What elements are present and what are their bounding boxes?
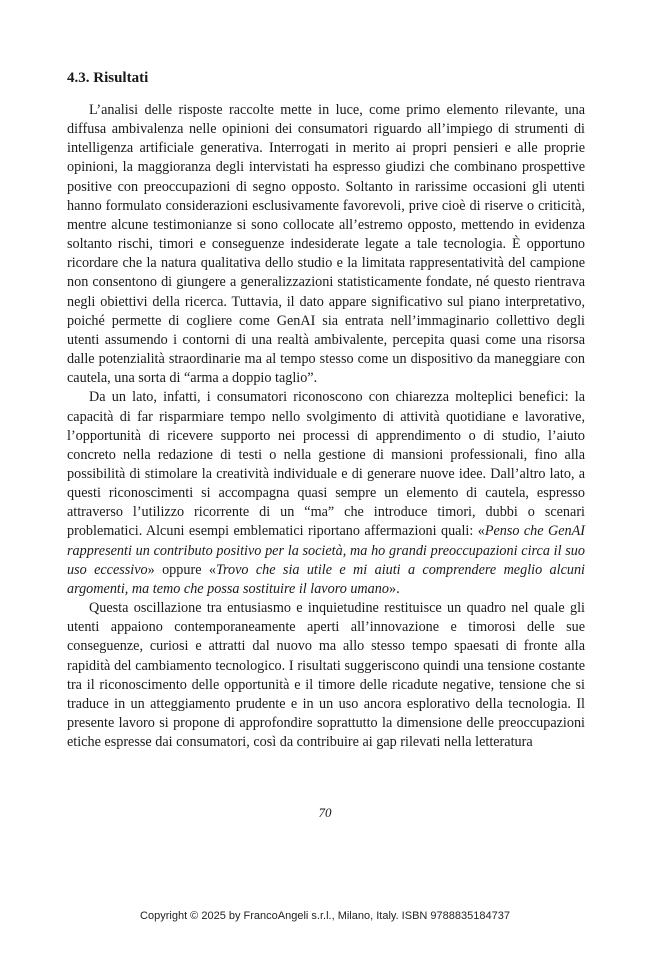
- quote-2: Trovo che sia utile e mi aiuti a comprendere meglio alcuni argomenti, ma temo che possa sostituire il lavoro umano: [67, 561, 585, 597]
- paragraph-2-between: » oppure «: [147, 561, 216, 578]
- copyright-notice: Copyright © 2025 by FrancoAngeli s.r.l., Milano, Italy. ISBN 9788835184737: [140, 910, 510, 922]
- section-heading: 4.3. Risultati: [67, 70, 149, 86]
- paragraph-2: [67, 388, 585, 599]
- quote-1: Penso che GenAI rappresenti un contributo positivo per la società, ma ho grandi preoccupazioni circa il suo uso eccessivo: [67, 523, 585, 578]
- body-text: [67, 101, 585, 752]
- paragraph-1: L’analisi delle risposte raccolte mette in luce, come primo elemento rilevante, una diffusa ambivalenza nelle opinioni dei consumatori riguardo all’impiego di strumenti di intelligenza artificiale generativa. Interrogati in merito ai propri pensieri e alle proprie opinioni, la maggioranza degli intervistati ha espresso giudizi che combinano prospettive positive con preoccupazioni di segno opposto. Soltanto in rarissime occasioni gli utenti hanno formulato considerazioni esclusivamente favorevoli, prive cioè di riserve o criticità, mentre alcune testimonianze si sono collocate all’estremo opposto, mettendo in evidenza soltanto rischi, timori e conseguenze indesiderate legate a tale tecnologia. È opportuno ricordare che la natura qualitativa dello studio e la limitata rappresentatività del campione non consentono di giungere a generalizzazioni statisticamente fondate, né questo rientrava negli obiettivi della ricerca. Tuttavia, il dato appare significativo sul piano interpretativo, poiché permette di cogliere come GenAI sia entrata nell’immaginario collettivo degli utenti assumendo i contorni di una realtà ambivalente, percepita quasi come una risorsa dalle potenzialità straordinarie ma al tempo stesso come un dispositivo da maneggiare con cautela, una sorta di “arma a doppio taglio”.: [67, 102, 585, 387]
- paragraph-3: Questa oscillazione tra entusiasmo e inquietudine restituisce un quadro nel quale gli utenti appaiono contemporaneamente aperti all’innovazione e timorosi delle sue conseguenze, curiosi e attratti dal nuovo ma allo stesso tempo spaesati di fronte alla rapidità del cambiamento tecnologico. I risultati suggeriscono quindi una tensione costante tra il riconoscimento delle opportunità e il timore delle ricadute negative, tensione che si traduce in un atteggiamento prudente e in un uso ancora esplorativo della tecnologia. Il presente lavoro si propone di approfondire soprattutto la dimensione delle preoccupazioni etiche espresse dai consumatori, così da contribuire ai gap rilevati nella letteratura: [67, 600, 585, 751]
- paragraph-2-end: ».: [388, 580, 400, 597]
- page-number: 70: [318, 805, 332, 820]
- paragraph-2-intro: Da un lato, infatti, i consumatori riconoscono con chiarezza molteplici benefici: la capacità di far risparmiare tempo nello svolgimento di attività quotidiane e lavorative, l’opportunità di ricevere supporto nei processi di apprendimento o di studio, l’aiuto concreto nella redazione di testi o nella gestione di mansioni professionali, fino alla possibilità di stimolare la creatività individuale e di generare nuove idee. Dall’altro lato, a questi riconoscimenti si accompagna quasi sempre un elemento di cautela, espresso attraverso l’utilizzo ricorrente di un “ma” che introduce timori, dubbi o scenari problematici. Alcuni esempi emblematici riportano affermazioni quali: «: [67, 389, 585, 540]
